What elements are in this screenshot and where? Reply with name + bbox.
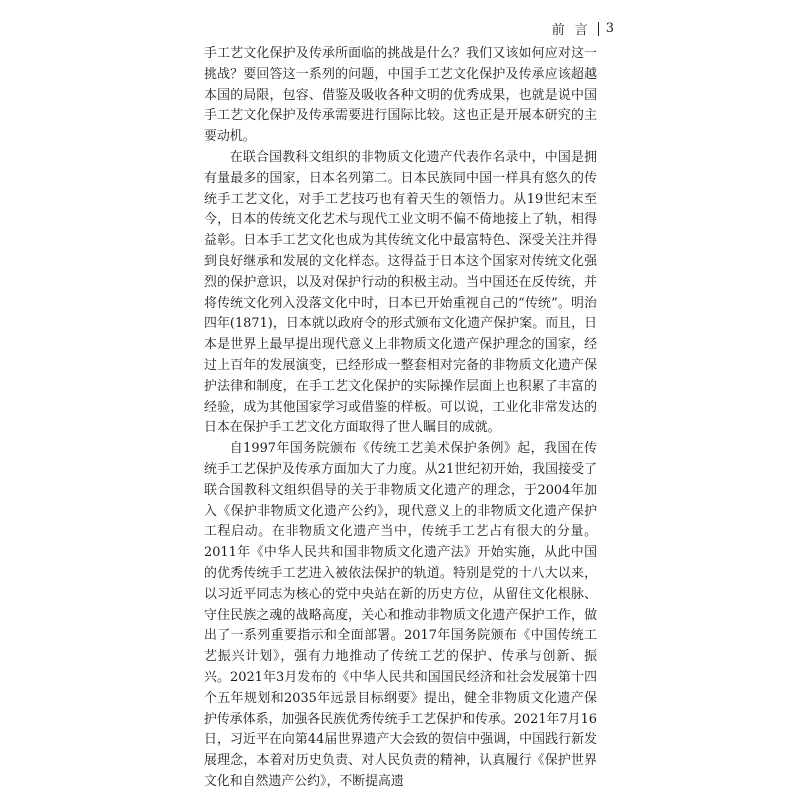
paragraph-3: 自1997年国务院颁布《传统工艺美术保护条例》起，我国在传统手工艺保护及传承方面加大了力度。从21世纪初开始，我国接受了联合国教科文组织倡导的关于非物质文化遗产的理念，于2004年加入《保护非物质文化遗产公约》，现代意义上的非物质文化遗产保护工程启动。在非物质文化遗产当中，传统手工艺占有很大的分量。2011年《中华人民共和国非物质文化遗产法》开始实施，从此中国的优秀传统手工艺进入被依法保护的轨道。特别是党的十八大以来，以习近平同志为核心的党中央站在新的历史方位，从留住文化根脉、守住民族之魂的战略高度，关心和推动非物质文化遗产保护工作，做出了一系列重要指示和全面部署。2017年国务院颁布《中国传统工艺振兴计划》，强有力地推动了传统工艺的保护、传承与创新、振兴。2021年3月发布的《中华人民共和国国民经济和社会发展第十四个五年规划和2035年远景目标纲要》提出，健全非物质文化遗产保护传承体系，加强各民族优秀传统手工艺保护和传承。2021年7月16日，习近平在向第44届世界遗产大会致的贺信中强调，中国践行新发展理念，本着对历史负责、对人民负责的精神，认真履行《保护世界文化和自然遗产公约》，不断提高遗 [204, 441, 597, 789]
section-title: 前言 [551, 23, 598, 38]
page-body [204, 44, 597, 793]
paragraph-2: 在联合国教科文组织的非物质文化遗产代表作名录中，中国是拥有量最多的国家，日本名列第二。日本民族同中国一样具有悠久的传统手工艺文化，对手工艺技巧也有着天生的领悟力。从19世纪末至今，日本的传统文化艺术与现代工业文明不偏不倚地接上了轨，相得益彰。日本手工艺文化也成为其传统文化中最富特色、深受关注并得到良好继承和发展的文化样态。这得益于日本这个国家对传统文化强烈的保护意识，以及对保护行动的积极主动。当中国还在反传统，并将传统文化列入没落文化中时，日本已开始重视自己的“传统”。明治四年(1871)，日本就以政府令的形式颁布文化遗产保护案。而且，日本是世界上最早提出现代意义上非物质文化遗产保护理念的国家，经过上百年的发展演变，已经形成一整套相对完备的非物质文化遗产保护法律和制度，在手工艺文化保护的实际操作层面上也积累了丰富的经验，成为其他国家学习或借鉴的样板。可以说，工业化非常发达的日本在保护手工艺文化方面取得了世人瞩目的成就。 [204, 149, 597, 436]
header-divider [598, 22, 599, 36]
page-number: 3 [605, 21, 614, 36]
running-header [552, 19, 614, 38]
paragraph-1: 手工艺文化保护及传承所面临的挑战是什么？我们又该如何应对这一挑战？要回答这一系列的问题，中国手工艺文化保护及传承应该超越本国的局限，包容、借鉴及吸收各种文明的优秀成果，也就是说中国手工艺文化保护及传承需要进行国际比较。这也正是开展本研究的主要动机。 [204, 46, 597, 145]
